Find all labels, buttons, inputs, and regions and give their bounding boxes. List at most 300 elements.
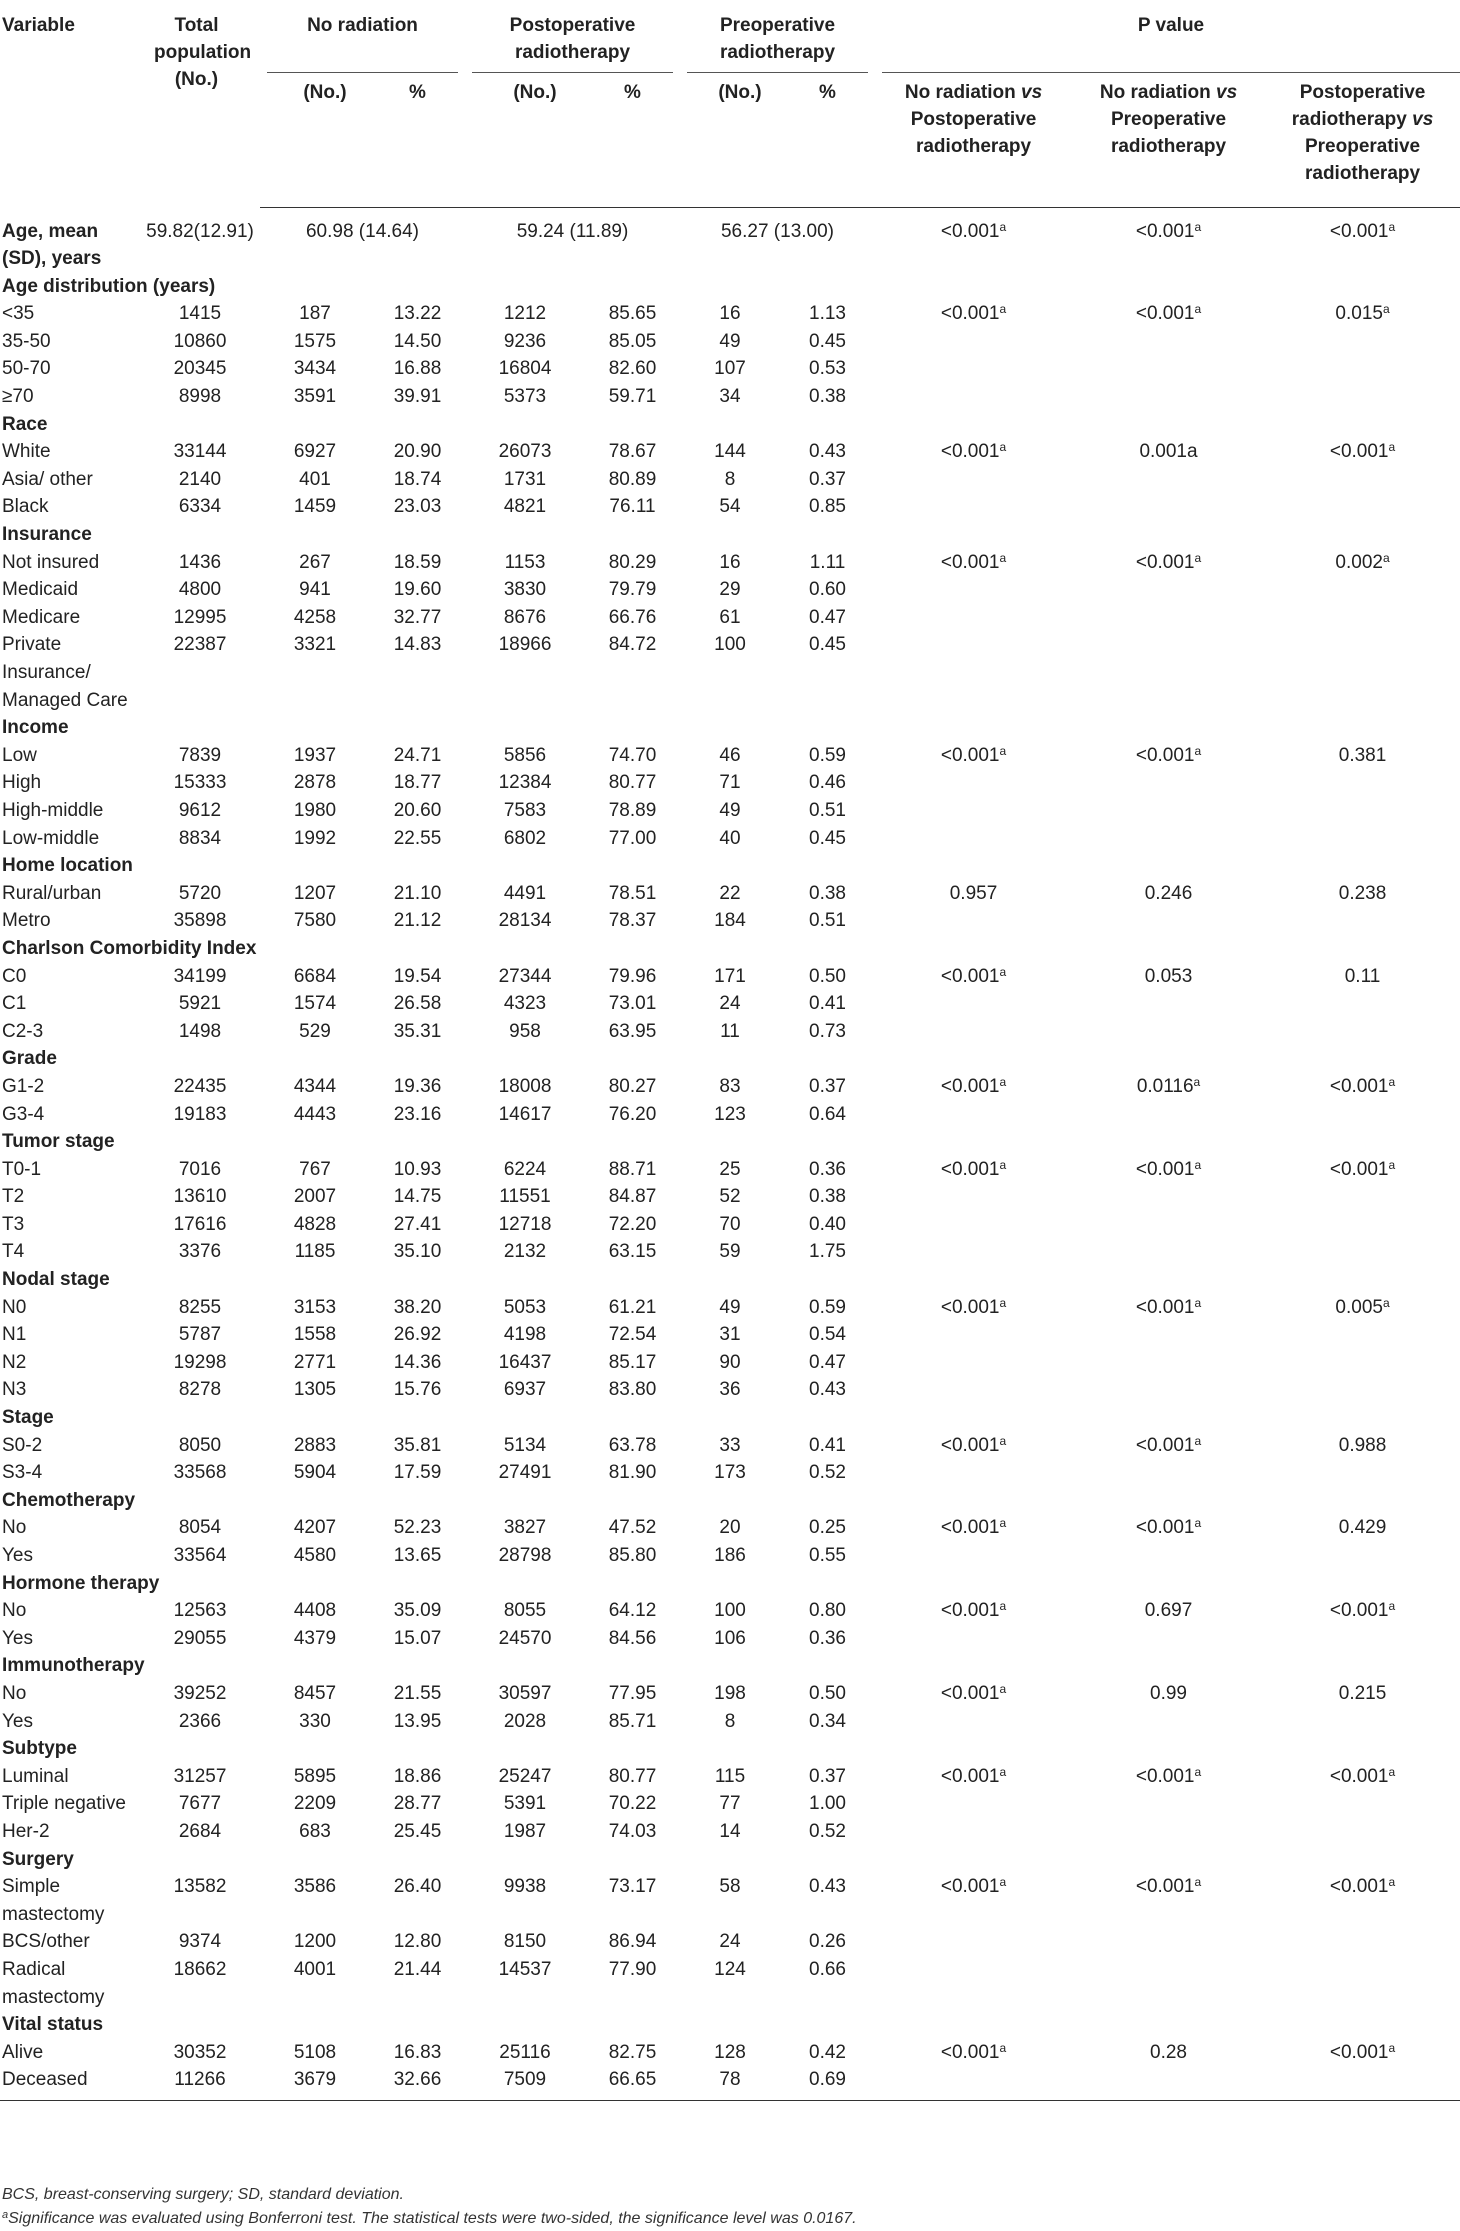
- total-cell: 11266: [140, 2066, 260, 2100]
- p-value: 0.001a: [1139, 441, 1198, 463]
- preop-pct: 0.69: [780, 2066, 875, 2100]
- p-value-cell: [875, 328, 1072, 356]
- no-radiation-count: 2209: [293, 1793, 337, 1815]
- p-value-cell: [875, 1790, 1072, 1818]
- no-radiation-pct: 14.75: [393, 1186, 442, 1208]
- postop-count: 18966: [498, 634, 552, 656]
- p-value-cell: [875, 907, 1072, 935]
- header-variable: Variable: [2, 15, 75, 36]
- total-cell: 8054: [178, 1517, 222, 1539]
- total-cell: 1436: [178, 551, 222, 573]
- table-row: [0, 1873, 1460, 1928]
- postop-count: 14617: [498, 1103, 552, 1125]
- preop-pct: 0.64: [809, 1103, 846, 1125]
- preop-count: 70: [719, 1213, 741, 1235]
- p-value: <0.001: [940, 2041, 1000, 2063]
- significance-mark: a: [1194, 550, 1202, 565]
- variable-label: N0: [2, 1296, 27, 1318]
- postop-pct: 84.72: [608, 634, 657, 656]
- postop-pct: 80.77: [608, 1765, 657, 1787]
- postop-pct: 70.22: [608, 1793, 657, 1815]
- p-value-cell: [1265, 1018, 1460, 1046]
- preop-count: 52: [719, 1186, 741, 1208]
- p-value-cell: [1265, 466, 1460, 494]
- p-value-cell: [875, 1597, 1072, 1625]
- p-value-cell: [1072, 990, 1265, 1018]
- variable-label: Age, mean (SD), years: [2, 220, 102, 270]
- preop-count: 59: [719, 1241, 741, 1263]
- p-value-cell: [875, 466, 1072, 494]
- p-value: <0.001: [940, 441, 1000, 463]
- header-p-post-vs-pre: Postoperative radiotherapy vs Preoperative radiotherapy: [1265, 73, 1460, 208]
- postop-count: 958: [509, 1020, 541, 1042]
- header-postop: Postoperative radiotherapy: [465, 0, 680, 73]
- p-value-cell: [875, 1376, 1072, 1404]
- no-radiation-pct: 35.81: [393, 1434, 442, 1456]
- preop-pct: 0.43: [809, 441, 846, 463]
- variable-label: Private Insurance/ Managed Care: [2, 634, 128, 711]
- postop-count: 6802: [503, 827, 547, 849]
- preop-pct: 0.46: [809, 772, 846, 794]
- variable-label: Yes: [2, 1710, 33, 1732]
- no-radiation-count: 4207: [293, 1517, 337, 1539]
- preop-count: 100: [714, 1600, 746, 1622]
- preop-count: 123: [714, 1103, 746, 1125]
- table-row: [0, 1459, 1460, 1487]
- category-row: [0, 1846, 1460, 1874]
- postop-count: 12718: [498, 1213, 552, 1235]
- preop-count: 184: [714, 910, 746, 932]
- p-value-cell: [1072, 1349, 1265, 1377]
- preop-pct: 0.59: [809, 1296, 846, 1318]
- variable-label: S0-2: [2, 1434, 43, 1456]
- p-value: <0.001: [1135, 1296, 1195, 1318]
- table-row: [0, 328, 1460, 356]
- header-p-nr-vs-pre: No radiation vs Preoperative radiotherapy: [1072, 73, 1265, 208]
- postop-count: 26073: [498, 441, 552, 463]
- p-value: <0.001: [940, 551, 1000, 573]
- postop-count: 16804: [498, 358, 552, 380]
- p-value-cell: [875, 2039, 1072, 2067]
- postop-pct: 66.65: [585, 2066, 680, 2100]
- total-cell: 2140: [178, 468, 222, 490]
- significance-mark: a: [999, 1875, 1007, 1890]
- postop-pct: 85.65: [608, 303, 657, 325]
- p-value: <0.001: [940, 221, 1000, 242]
- no-radiation-pct: 14.36: [393, 1351, 442, 1373]
- total-cell: 1415: [178, 303, 222, 325]
- postop-count: 6937: [503, 1379, 547, 1401]
- p-value-cell: [1072, 1790, 1265, 1818]
- category-label: Income: [2, 717, 69, 739]
- p-value-cell: [1072, 1873, 1265, 1928]
- no-radiation-count: 2878: [293, 772, 337, 794]
- table-body: [0, 208, 1460, 2101]
- p-value-cell: [1265, 963, 1460, 991]
- preop-count: 77: [719, 1793, 741, 1815]
- table-row: [0, 1073, 1460, 1101]
- category-label: Subtype: [2, 1738, 77, 1760]
- category-row: [0, 521, 1460, 549]
- preop-count: 36: [719, 1379, 741, 1401]
- p-value-cell: [1265, 1238, 1460, 1266]
- p-value-cell: [1072, 963, 1265, 991]
- p-value-cell: [1265, 769, 1460, 797]
- total-cell: 12995: [173, 606, 227, 628]
- postop-pct: 78.51: [608, 882, 657, 904]
- no-radiation-pct: 15.76: [393, 1379, 442, 1401]
- p-value-cell: [1265, 493, 1460, 521]
- variable-label: Black: [2, 496, 49, 518]
- p-value-cell: [1072, 355, 1265, 383]
- no-radiation-count: 6684: [293, 965, 337, 987]
- no-radiation-count: 5895: [293, 1765, 337, 1787]
- variable-label: N2: [2, 1351, 27, 1373]
- p-value-cell: [875, 1156, 1072, 1184]
- variable-label: N1: [2, 1324, 27, 1346]
- table-row: [0, 1956, 1460, 2011]
- total-cell: 33564: [173, 1545, 227, 1566]
- table-row: [0, 1018, 1460, 1046]
- total-cell: 39252: [173, 1682, 227, 1704]
- p-value-cell: [875, 1294, 1072, 1322]
- variable-label: C2-3: [2, 1020, 44, 1042]
- postop-count: 4323: [503, 993, 547, 1015]
- p-value-cell: [875, 1101, 1072, 1129]
- significance-mark: a: [1194, 1433, 1202, 1448]
- p-value-cell: [1072, 907, 1265, 935]
- significance-mark: a: [1194, 1295, 1202, 1310]
- category-row: [0, 714, 1460, 742]
- p-value: <0.001: [1135, 744, 1195, 766]
- total-cell: 5720: [178, 882, 222, 904]
- postop-count: 12384: [498, 772, 552, 794]
- p-value-cell: [1072, 1018, 1265, 1046]
- variable-label: G3-4: [2, 1103, 45, 1125]
- table-row: [0, 355, 1460, 383]
- p-value: <0.001: [1135, 1517, 1195, 1539]
- preop-count: 22: [719, 882, 741, 904]
- no-radiation-count: 4258: [293, 606, 337, 628]
- table-row: [0, 1790, 1460, 1818]
- preop-pct: 0.59: [809, 744, 846, 766]
- table-row: [0, 1211, 1460, 1239]
- p-value-cell: [1265, 1708, 1460, 1736]
- total-cell: 20345: [173, 358, 227, 380]
- postop-count: 7583: [503, 799, 547, 821]
- no-radiation-count: 2883: [293, 1434, 337, 1456]
- no-radiation-pct: 19.36: [393, 1075, 442, 1097]
- significance-mark: a: [999, 1764, 1007, 1779]
- p-value: <0.001: [1135, 1876, 1195, 1898]
- p-value-cell: [1072, 1321, 1265, 1349]
- category-label: Chemotherapy: [2, 1489, 136, 1511]
- p-value-cell: [875, 1956, 1072, 2011]
- postop-count: 1153: [504, 551, 546, 573]
- p-value-cell: [875, 963, 1072, 991]
- p-value: <0.001: [1329, 1600, 1389, 1622]
- preop-pct: 1.13: [809, 303, 846, 325]
- significance-mark: a: [1382, 550, 1390, 565]
- total-cell: 8834: [178, 827, 222, 849]
- variable-label: C1: [2, 993, 27, 1015]
- p-value-cell: [875, 1349, 1072, 1377]
- p-value-cell: [1265, 1376, 1460, 1404]
- variable-label: No: [2, 1682, 27, 1704]
- p-value-cell: [1072, 769, 1265, 797]
- p-value-cell: [875, 742, 1072, 770]
- total-cell: 22435: [173, 1075, 227, 1097]
- p-value: 0.957: [949, 882, 998, 904]
- category-row: [0, 1735, 1460, 1763]
- variable-label: S3-4: [2, 1462, 43, 1484]
- preop-pct: 0.45: [809, 330, 846, 352]
- p-value: <0.001: [1329, 1765, 1389, 1787]
- p-value: 0.002: [1335, 551, 1383, 573]
- no-radiation-pct: 28.77: [393, 1793, 442, 1815]
- preop-pct: 0.40: [809, 1213, 846, 1235]
- p-value-cell: [875, 1321, 1072, 1349]
- no-radiation-count: 4443: [293, 1103, 337, 1125]
- table-row: [0, 1321, 1460, 1349]
- header-p-nr-vs-post: No radiation vs Postoperative radiotherapy: [875, 73, 1072, 208]
- postop-count: 14537: [498, 1958, 552, 1980]
- total-cell: 33568: [173, 1462, 227, 1484]
- p-value: <0.001: [1329, 2041, 1389, 2063]
- table-row: [0, 631, 1460, 714]
- table-row: [0, 383, 1460, 411]
- p-value-cell: [1072, 1956, 1265, 2011]
- table-row: [0, 1818, 1460, 1846]
- p-value-cell: [875, 1514, 1072, 1542]
- p-value-cell: [1072, 438, 1265, 466]
- no-radiation-count: 941: [299, 579, 331, 601]
- no-radiation-pct: 32.77: [393, 606, 442, 628]
- p-value: <0.001: [1135, 551, 1195, 573]
- postop-count: 8055: [503, 1600, 547, 1622]
- table-row: [0, 1597, 1460, 1625]
- preop-pct: 0.37: [809, 1075, 846, 1097]
- postop-count: 27344: [498, 965, 552, 987]
- significance-mark: a: [1388, 1157, 1396, 1172]
- variable-label: Triple negative: [2, 1793, 126, 1815]
- category-row: [0, 1128, 1460, 1156]
- table-row: [0, 1432, 1460, 1460]
- no-radiation-count: 767: [299, 1158, 331, 1180]
- variable-label: Yes: [2, 1545, 33, 1566]
- category-row: [0, 2011, 1460, 2039]
- preop-pct: 0.37: [809, 1765, 846, 1787]
- preop-count: 14: [719, 1820, 741, 1842]
- table-row: [0, 1763, 1460, 1791]
- preop-pct: 0.45: [809, 634, 846, 656]
- postop-pct: 72.20: [608, 1213, 657, 1235]
- no-radiation-count: 4379: [293, 1627, 337, 1649]
- preop-count: 29: [719, 579, 741, 601]
- postop-count: 25116: [499, 2041, 551, 2063]
- table-row: [0, 1376, 1460, 1404]
- p-value-cell: [1265, 797, 1460, 825]
- category-label: Grade: [2, 1048, 57, 1070]
- postop-pct: 73.17: [608, 1876, 657, 1898]
- total-cell: 7016: [178, 1158, 222, 1180]
- p-value-cell: [1072, 1183, 1265, 1211]
- p-value: <0.001: [1135, 1765, 1195, 1787]
- p-value-cell: [875, 769, 1072, 797]
- p-value-cell: [1072, 1432, 1265, 1460]
- variable-label: Deceased: [0, 2066, 140, 2100]
- no-radiation-count: 2007: [293, 1186, 337, 1208]
- variable-label: T3: [2, 1213, 25, 1235]
- header-nr-count: (No.): [260, 73, 370, 208]
- no-radiation-count: 1937: [293, 744, 337, 766]
- p-value-cell: [1072, 880, 1265, 908]
- header-post-count: (No.): [465, 73, 585, 208]
- significance-mark: a: [999, 1516, 1007, 1531]
- significance-mark: a: [1194, 1157, 1202, 1172]
- p-value-cell: [875, 1763, 1072, 1791]
- p-value-cell: [875, 1459, 1072, 1487]
- p-value-cell: [1265, 631, 1460, 714]
- p-value-cell: [1072, 1763, 1265, 1791]
- p-value: <0.001: [940, 1158, 1000, 1180]
- postop-count: 5856: [503, 744, 547, 766]
- significance-mark: a: [999, 964, 1007, 979]
- p-value-cell: [1072, 604, 1265, 632]
- p-value-cell: [1072, 1101, 1265, 1129]
- p-value-cell: [1265, 1956, 1460, 2011]
- no-radiation-count: 8457: [293, 1682, 337, 1704]
- table-row: [0, 1183, 1460, 1211]
- header-total: Total population (No.): [154, 15, 252, 90]
- postop-pct: 78.37: [608, 910, 657, 932]
- preop-pct: 0.50: [809, 1682, 846, 1704]
- p-value-cell: [1072, 825, 1265, 853]
- preop-pct: 0.85: [809, 496, 846, 518]
- no-radiation-pct: 26.92: [393, 1324, 442, 1346]
- footnote-mark: a: [2, 2209, 9, 2221]
- p-value-cell: [1265, 1211, 1460, 1239]
- postop-count: 28798: [498, 1545, 552, 1566]
- preop-pct: 0.80: [809, 1600, 846, 1622]
- p-value-cell: [875, 797, 1072, 825]
- table-row: [0, 1294, 1460, 1322]
- variable-label: T0-1: [2, 1158, 42, 1180]
- category-label: Tumor stage: [2, 1131, 115, 1153]
- no-radiation-pct: 32.66: [370, 2066, 465, 2100]
- p-value-cell: [1072, 797, 1265, 825]
- p-value-cell: [875, 383, 1072, 411]
- table-row: [0, 1156, 1460, 1184]
- preop-count: 144: [714, 441, 746, 463]
- no-radiation-count: 1558: [293, 1324, 337, 1346]
- postop-count: 3827: [503, 1517, 547, 1539]
- p-value-cell: [875, 1073, 1072, 1101]
- no-radiation-count: 1207: [293, 882, 337, 904]
- total-cell: 2366: [178, 1710, 222, 1732]
- no-radiation-count: 4001: [293, 1958, 337, 1980]
- category-label: Nodal stage: [2, 1269, 110, 1291]
- no-radiation-count: 3321: [293, 634, 337, 656]
- preop-count: 8: [724, 1710, 736, 1732]
- total-cell: 9612: [178, 799, 222, 821]
- total-cell: 8278: [178, 1379, 222, 1401]
- postop-pct: 85.80: [608, 1545, 657, 1566]
- significance-mark: a: [1388, 1599, 1396, 1614]
- postop-pct: 73.01: [608, 993, 657, 1015]
- postop-pct: 66.76: [608, 606, 657, 628]
- significance-mark: a: [999, 1157, 1007, 1172]
- category-label: Insurance: [2, 524, 92, 546]
- table-row: [0, 438, 1460, 466]
- table-row: [0, 1680, 1460, 1708]
- preop-count: 115: [714, 1765, 746, 1787]
- total-cell: 30352: [173, 2041, 227, 2063]
- postop-count: 3830: [503, 579, 547, 601]
- postop-pct: 77.00: [608, 827, 657, 849]
- postop-mean: 59.24 (11.89): [516, 221, 629, 242]
- variable-label: High: [2, 772, 42, 794]
- postop-count: 4491: [503, 882, 547, 904]
- header-p-value: P value: [875, 0, 1460, 73]
- no-radiation-pct: 20.90: [393, 441, 442, 463]
- preop-pct: 0.73: [809, 1020, 846, 1042]
- p-value-cell: [875, 1211, 1072, 1239]
- significance-mark: a: [1193, 1074, 1201, 1089]
- significance-mark: a: [999, 1599, 1007, 1614]
- preop-pct: 0.36: [809, 1158, 846, 1180]
- preop-pct: 0.34: [809, 1710, 846, 1732]
- variable-label: Alive: [2, 2041, 44, 2063]
- p-value: 0.429: [1338, 1517, 1387, 1539]
- p-value-cell: [875, 1680, 1072, 1708]
- p-value-cell: [875, 1183, 1072, 1211]
- significance-mark: a: [1194, 1875, 1202, 1890]
- variable-label: Low: [2, 744, 37, 766]
- no-radiation-count: 4408: [293, 1600, 337, 1622]
- preop-count: 54: [719, 496, 741, 518]
- postop-count: 9938: [503, 1876, 547, 1898]
- p-value-cell: [1265, 742, 1460, 770]
- table-footnotes: [2, 2183, 857, 2231]
- significance-mark: a: [1388, 2040, 1396, 2055]
- no-radiation-count: 267: [299, 551, 331, 573]
- total-cell: 3376: [178, 1241, 222, 1263]
- p-value: <0.001: [1329, 441, 1389, 463]
- postop-pct: 76.20: [608, 1103, 657, 1125]
- variable-label: White: [2, 441, 51, 463]
- table-row: [0, 1542, 1460, 1570]
- preop-pct: 0.55: [809, 1545, 846, 1566]
- footnote-significance-text: Significance was evaluated using Bonferroni test. The statistical tests were two-sided, the significance level was 0.0167.: [8, 2210, 857, 2227]
- no-radiation-pct: 38.20: [393, 1296, 442, 1318]
- no-radiation-pct: 35.10: [393, 1241, 442, 1263]
- p-value: <0.001: [940, 965, 1000, 987]
- p-value-cell: [875, 1873, 1072, 1928]
- category-row: [0, 1045, 1460, 1073]
- category-label: Immunotherapy: [2, 1655, 145, 1677]
- category-label: Race: [2, 413, 48, 435]
- category-label: Home location: [2, 855, 133, 877]
- p-value-cell: [1265, 825, 1460, 853]
- preop-pct: 1.00: [809, 1793, 846, 1815]
- no-radiation-count: 5108: [293, 2041, 337, 2063]
- p-value-cell: [1265, 355, 1460, 383]
- no-radiation-count: 7580: [293, 910, 337, 932]
- p-value-cell: [1265, 2039, 1460, 2067]
- postop-pct: 85.71: [608, 1710, 657, 1732]
- no-radiation-count: 330: [299, 1710, 331, 1732]
